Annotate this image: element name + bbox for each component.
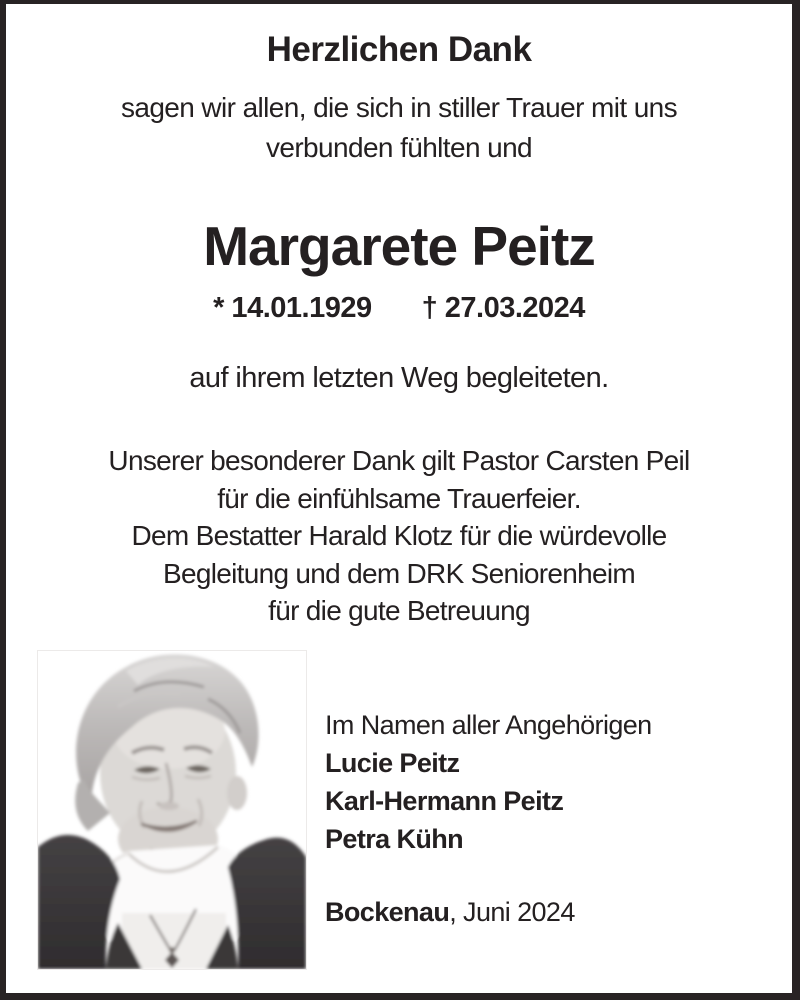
notice-title: Herzlichen Dank xyxy=(266,30,532,69)
deceased-name: Margarete Peitz xyxy=(203,215,595,277)
family-name: Petra Kühn xyxy=(325,824,464,854)
thanks-line: für die gute Betreuung xyxy=(268,595,530,626)
date-text: , Juni 2024 xyxy=(449,897,575,927)
thanks-paragraph xyxy=(6,442,792,630)
intro-line-1: sagen wir allen, die sich in stiller Trauer mit uns xyxy=(120,92,678,123)
family-block xyxy=(325,706,652,931)
thanks-line: Begleitung und dem DRK Seniorenheim xyxy=(162,557,636,589)
life-dates xyxy=(6,292,792,325)
death-date: † 27.03.2024 xyxy=(421,292,585,324)
thanks-line: für die einfühlsame Trauerfeier. xyxy=(217,482,581,514)
family-name: Lucie Peitz xyxy=(325,748,460,778)
thanks-line: Dem Bestatter Harald Klotz für die würdevolle xyxy=(131,520,667,551)
intro-text xyxy=(6,88,792,168)
portrait-illustration xyxy=(38,651,306,969)
notice-inner-area xyxy=(6,4,792,993)
place-name: Bockenau xyxy=(325,897,450,927)
intro-line-2: verbunden fühlten und xyxy=(265,132,533,163)
family-name: Karl-Hermann Peitz xyxy=(325,786,564,816)
closing-line: auf ihrem letzten Weg begleiteten. xyxy=(189,362,609,394)
birth-date: * 14.01.1929 xyxy=(213,292,372,324)
deceased-photo xyxy=(38,651,306,969)
thanks-line: Unserer besonderer Dank gilt Pastor Carsten Peil xyxy=(108,445,690,476)
place-date-line xyxy=(325,893,652,931)
family-intro: Im Namen aller Angehörigen xyxy=(325,710,652,740)
